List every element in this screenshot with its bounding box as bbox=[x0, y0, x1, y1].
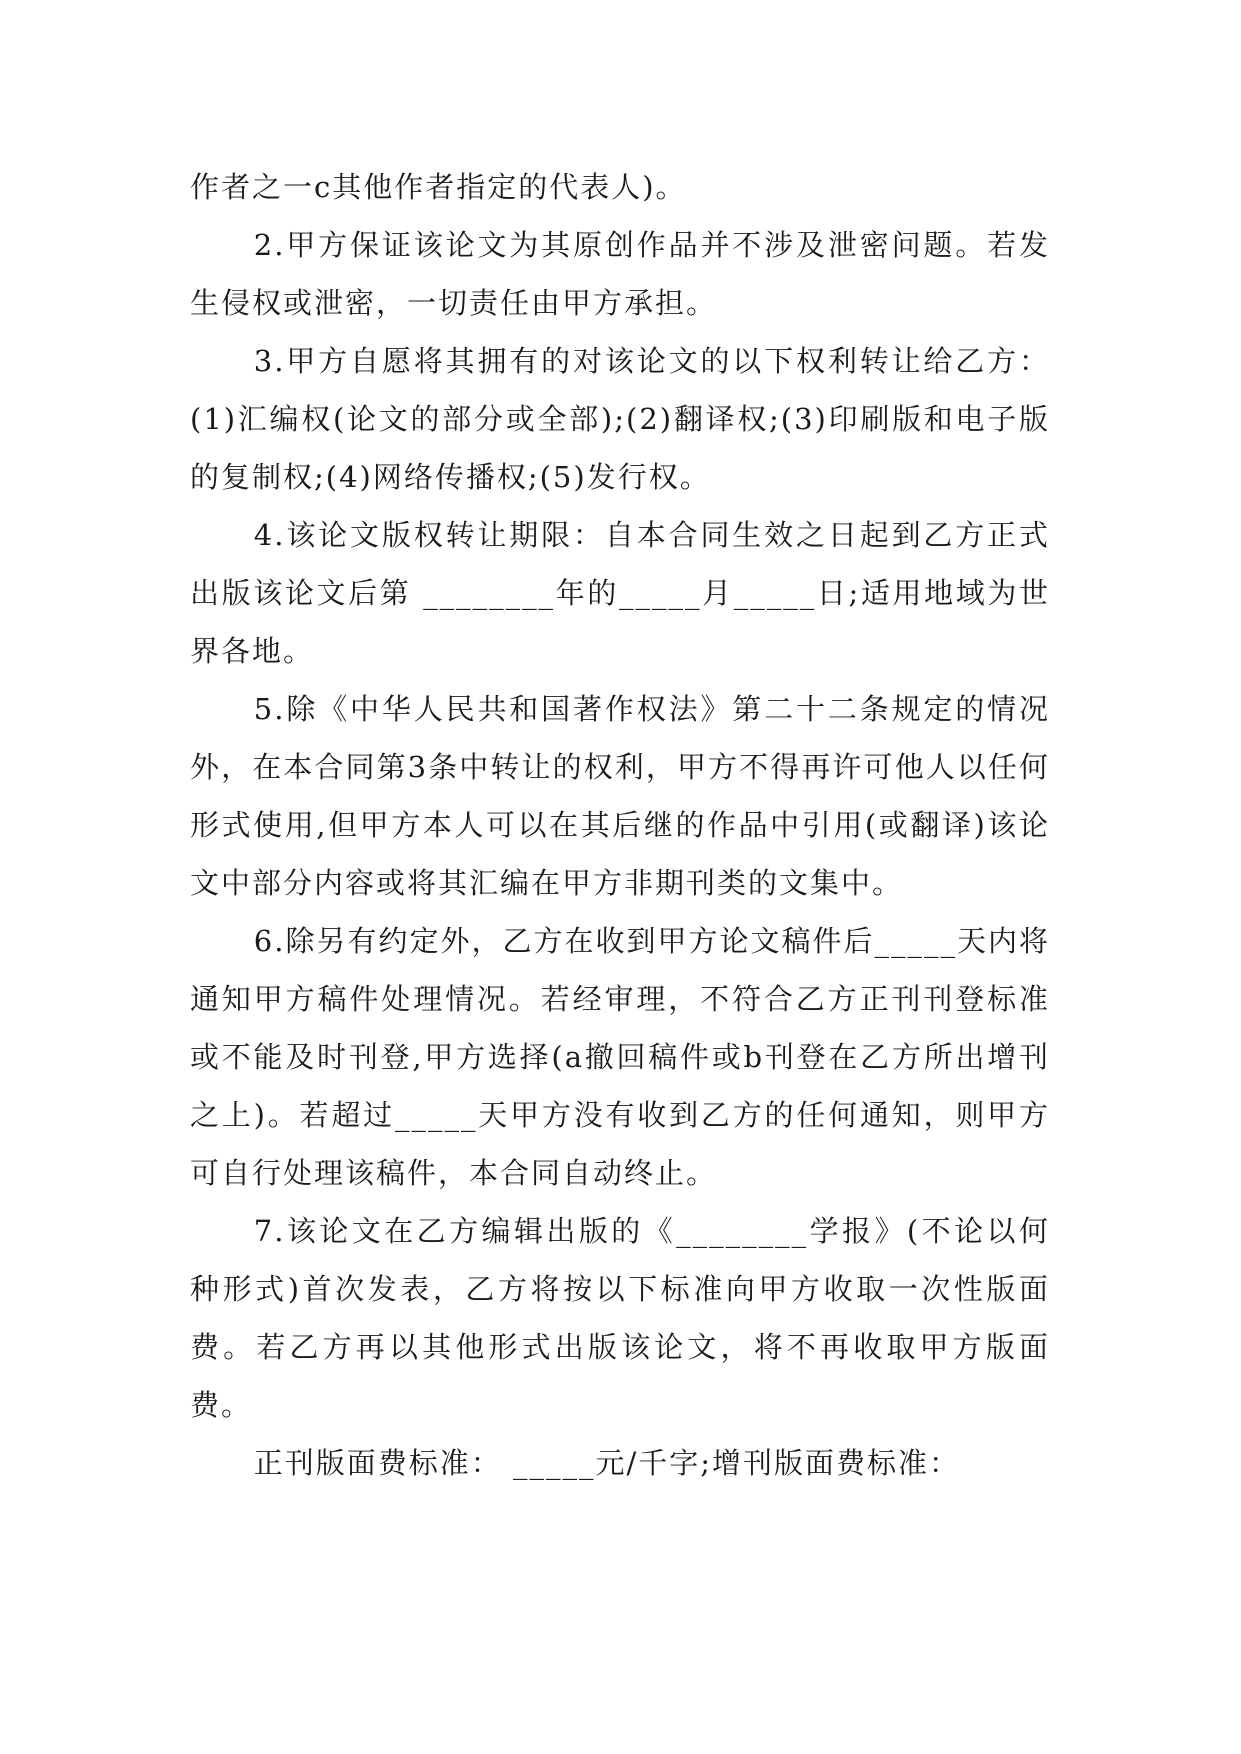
clause-7: 7.该论文在乙方编辑出版的《________学报》(不论以何种形式)首次发表，乙方将按以下标准向甲方收取一次性版面费。若乙方再以其他形式出版该论文，将不再收取甲方版面费。 bbox=[190, 1214, 1050, 1422]
document-body bbox=[190, 158, 1050, 1492]
clause-5: 5.除《中华人民共和国著作权法》第二十二条规定的情况外，在本合同第3条中转让的权利，甲方不得再许可他人以任何形式使用,但甲方本人可以在其后继的作品中引用(或翻译)该论文中部分内容或将其汇编在甲方非期刊类的文集中。 bbox=[190, 692, 1050, 900]
clause-3: 3.甲方自愿将其拥有的对该论文的以下权利转让给乙方：(1)汇编权(论文的部分或全部);(2)翻译权;(3)印刷版和电子版的复制权;(4)网络传播权;(5)发行权。 bbox=[190, 344, 1050, 494]
fee-standard: 正刊版面费标准： _____元/千字;增刊版面费标准： bbox=[253, 1446, 961, 1480]
paragraph-continuation: 作者之一c其他作者指定的代表人)。 bbox=[190, 170, 687, 204]
clause-4: 4.该论文版权转让期限：自本合同生效之日起到乙方正式出版该论文后第 ________年的_____月_____日;适用地域为世界各地。 bbox=[190, 518, 1050, 668]
clause-6: 6.除另有约定外，乙方在收到甲方论文稿件后_____天内将通知甲方稿件处理情况。若经审理，不符合乙方正刊刊登标准或不能及时刊登,甲方选择(a撤回稿件或b刊登在乙方所出增刊之上)。若超过_____天甲方没有收到乙方的任何通知，则甲方可自行处理该稿件，本合同自动终止。 bbox=[190, 924, 1050, 1190]
clause-2: 2.甲方保证该论文为其原创作品并不涉及泄密问题。若发生侵权或泄密，一切责任由甲方承担。 bbox=[190, 228, 1050, 320]
